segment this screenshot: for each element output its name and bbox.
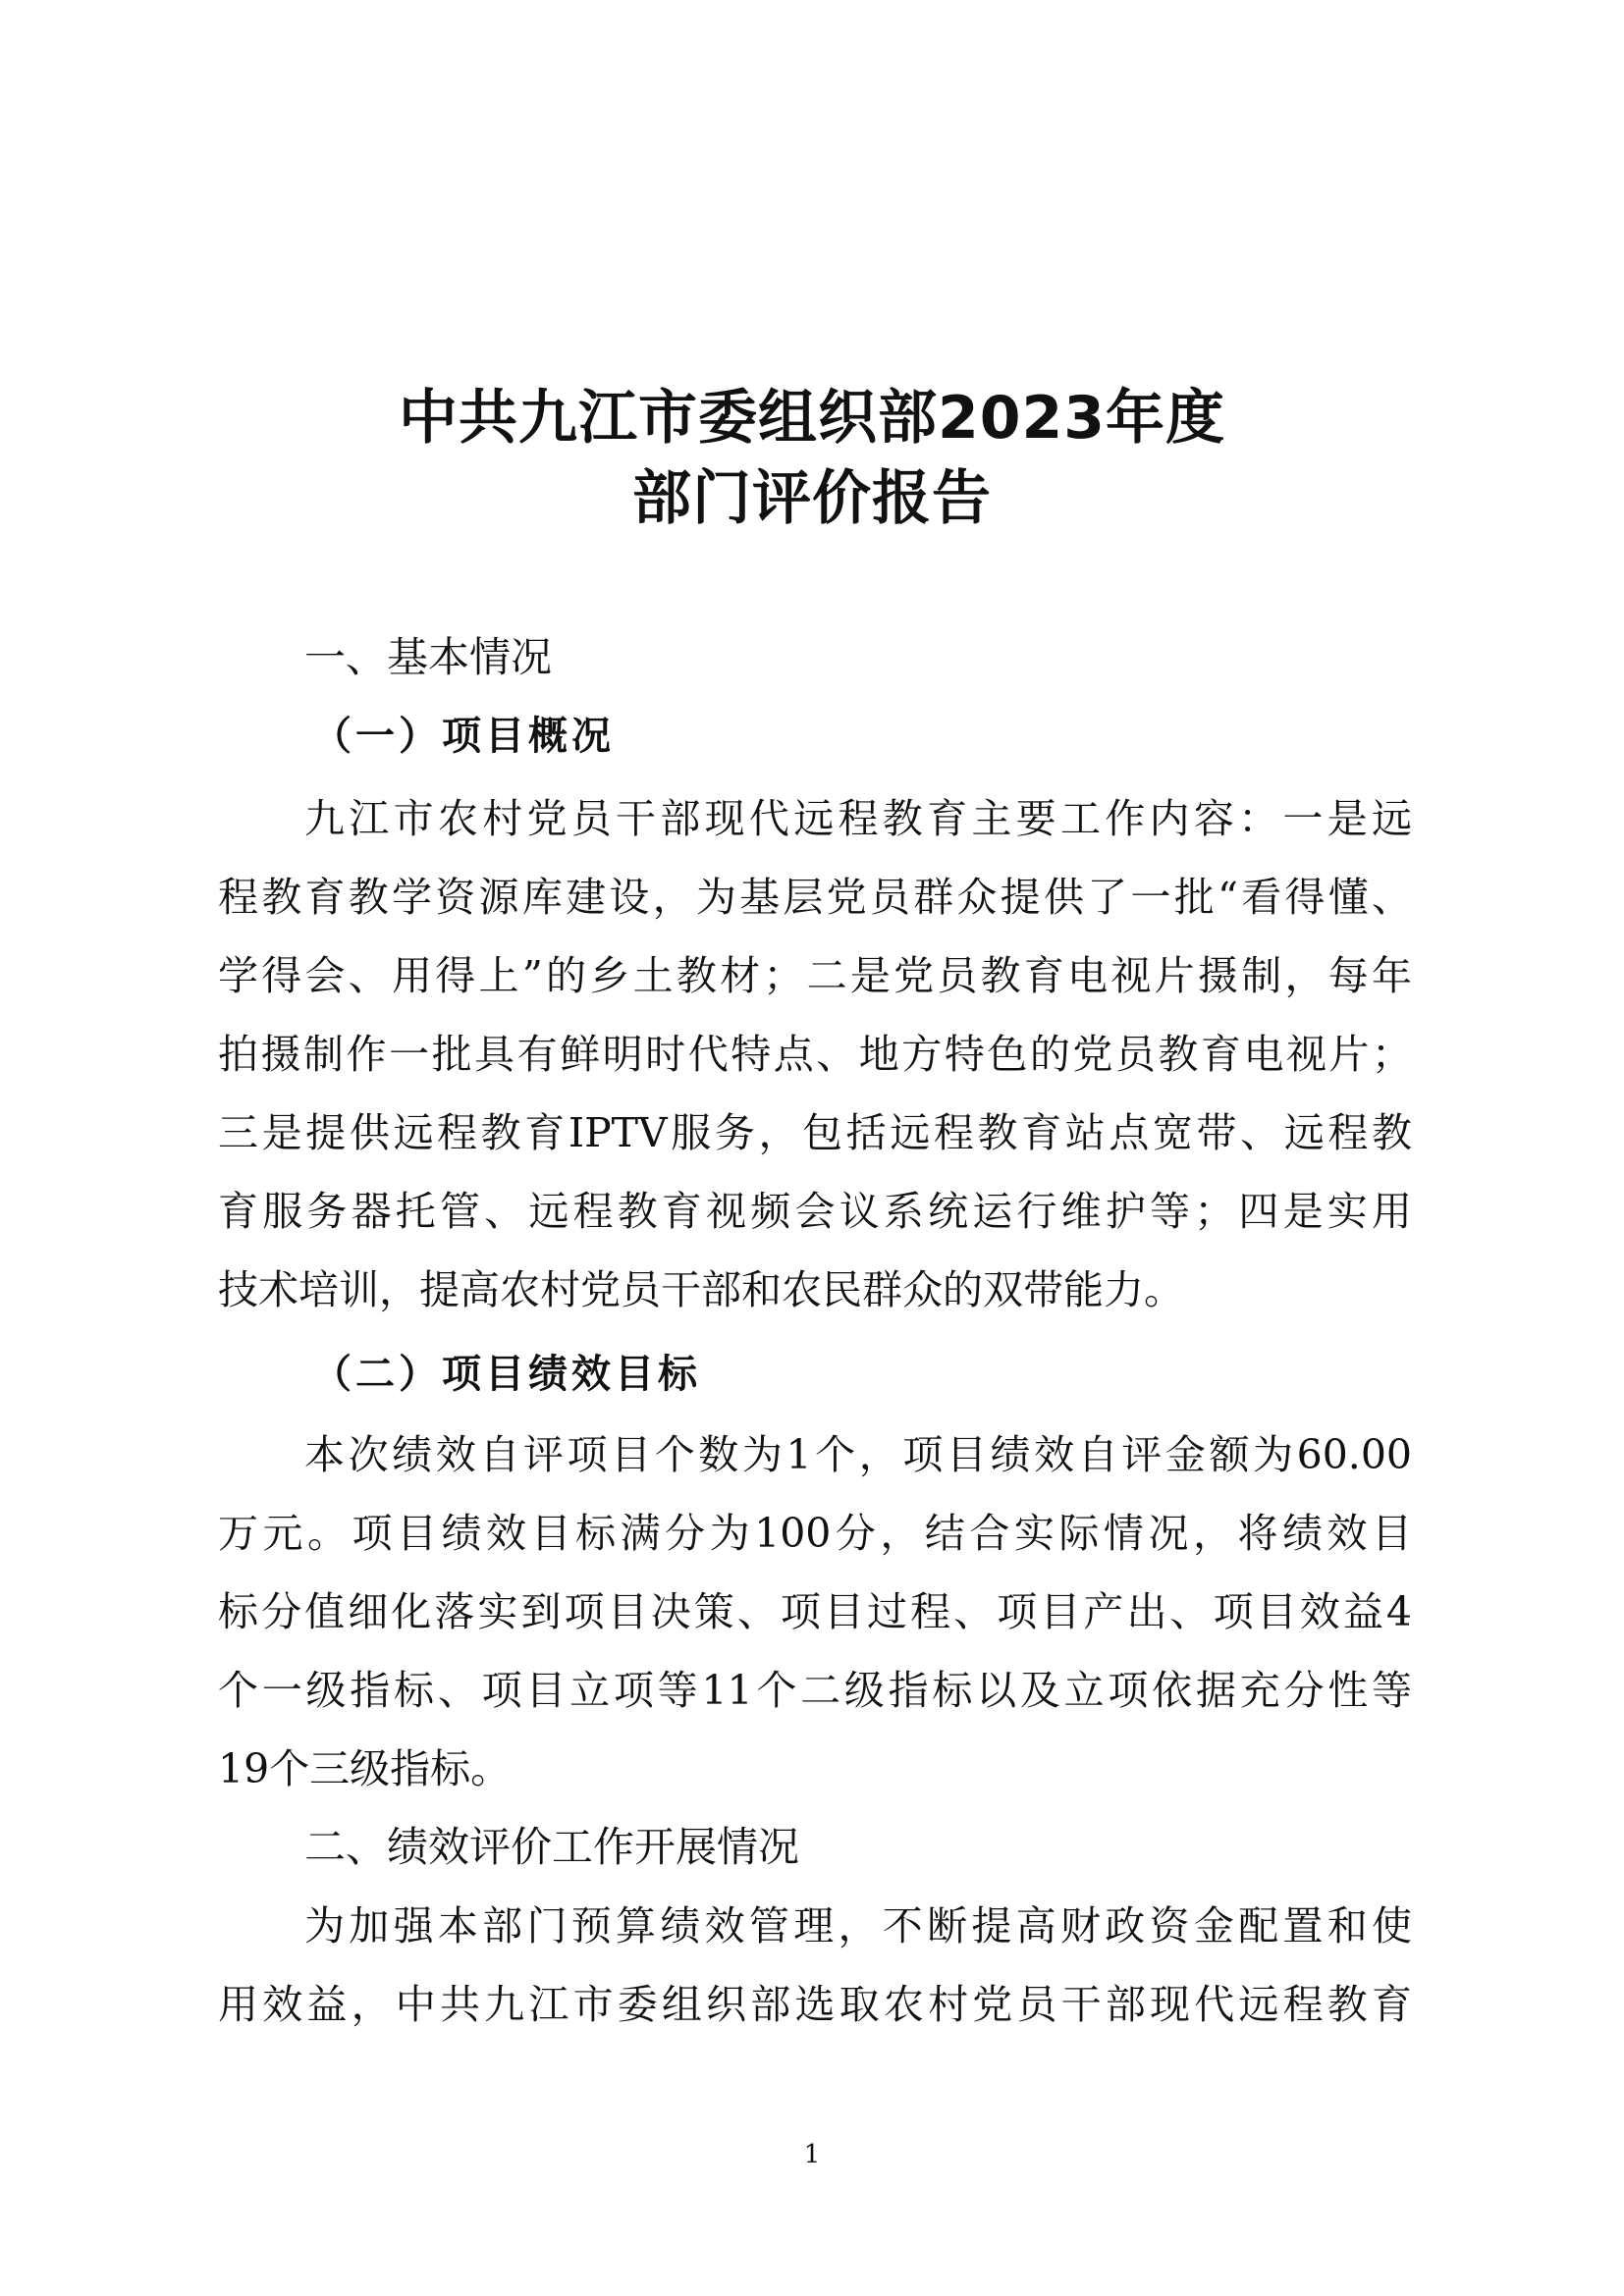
paragraph-line: 程教育教学资源库建设，为基层党员群众提供了一批“看得懂、 bbox=[218, 874, 1412, 921]
paragraph-line: 育服务器托管、远程教育视频会议系统运行维护等；四是实用 bbox=[218, 1188, 1412, 1235]
section-2-heading: 二、绩效评价工作开展情况 bbox=[304, 1823, 800, 1871]
paragraph-line: 九江市农村党员干部现代远程教育主要工作内容：一是远 bbox=[304, 795, 1412, 842]
document-title-line-2: 部门评价报告 bbox=[632, 464, 992, 533]
paragraph-line: 拍摄制作一批具有鲜明时代特点、地方特色的党员教育电视片； bbox=[218, 1031, 1412, 1078]
paragraph-line: 个一级指标、项目立项等11个二级指标以及立项依据充分性等 bbox=[218, 1667, 1412, 1714]
subsection-2-heading: （二）项目绩效目标 bbox=[312, 1352, 701, 1397]
paragraph-line: 万元。项目绩效目标满分为100分，结合实际情况，将绩效目 bbox=[218, 1510, 1412, 1557]
paragraph-line: 标分值细化落实到项目决策、项目过程、项目产出、项目效益4 bbox=[218, 1588, 1412, 1635]
page-number: 1 bbox=[803, 2140, 821, 2169]
paragraph-line: 为加强本部门预算绩效管理，不断提高财政资金配置和使 bbox=[304, 1902, 1412, 1949]
paragraph-line: 用效益，中共九江市委组织部选取农村党员干部现代远程教育 bbox=[218, 1981, 1412, 2028]
paragraph-line: 本次绩效自评项目个数为1个，项目绩效自评金额为60.00 bbox=[304, 1431, 1412, 1478]
paragraph-line: 三是提供远程教育IPTV服务，包括远程教育站点宽带、远程教 bbox=[218, 1109, 1412, 1156]
section-1-heading: 一、基本情况 bbox=[304, 633, 553, 681]
document-title-line-1: 中共九江市委组织部2023年度 bbox=[399, 384, 1225, 453]
paragraph-line: 技术培训，提高农村党员干部和农民群众的双带能力。 bbox=[218, 1266, 1184, 1313]
subsection-1-heading: （一）项目概况 bbox=[312, 714, 615, 759]
paragraph-line: 学得会、用得上”的乡土教材；二是党员教育电视片摄制，每年 bbox=[218, 952, 1412, 999]
paragraph-line: 19个三级指标。 bbox=[218, 1745, 512, 1792]
